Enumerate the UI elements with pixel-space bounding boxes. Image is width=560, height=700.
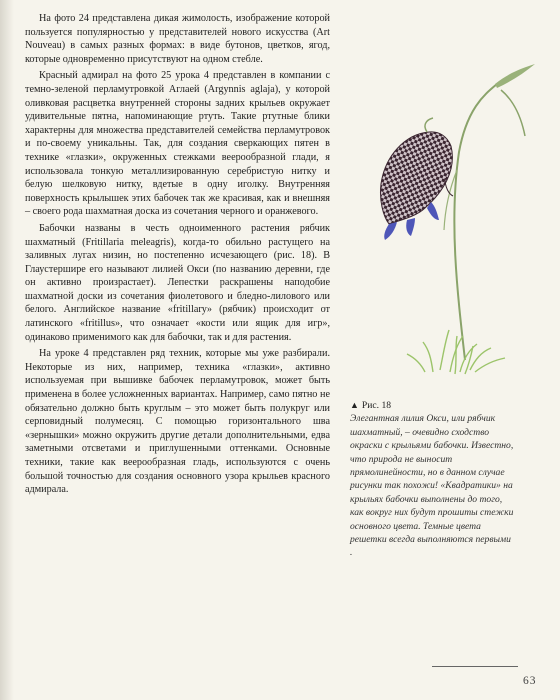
- paragraph-1: На фото 24 представлена дикая жимолость, изображение которой пользуется популярностью у представителей нового искусства (Art Nouveau) в самых разных формах: в виде бутонов, цветков, ягод, которые одновременно присутствуют на одном стебле.: [25, 13, 330, 65]
- leaf-tendril: [501, 90, 525, 136]
- paragraph-4: На уроке 4 представлен ряд техник, которые мы уже разбирали. Некоторые из них, например, техника «глазки», активно используемая при вышивке бабочек перламутровок, может быть применена в более усложненных вариантах. Например, само пятно не обязательно должно быть круглым – это может быть полукруг или серповидный полумесяц. С помощью горизонтального шва «зернышки» можно окружить другие детали дополнительными, едва заметными отсветами и приглушенными оттенками. Основные техники, такие как веерообразная гладь, используются с очень большой точностью для создания основного узора крыльев красного адмирала.: [25, 348, 330, 496]
- figure-caption: [350, 399, 515, 560]
- grass-tuft: [407, 330, 505, 374]
- footer-rule: [432, 666, 518, 667]
- fritillary-illustration: [345, 60, 550, 390]
- page-gutter-shadow: [0, 0, 14, 700]
- leaf: [495, 64, 535, 88]
- body-text-column: [25, 12, 330, 500]
- flower-head: [380, 118, 453, 240]
- stem: [454, 84, 497, 360]
- figure-label-row: [350, 399, 515, 412]
- triangle-icon: ▲: [350, 400, 359, 410]
- figure-label: Рис. 18: [361, 400, 392, 411]
- paragraph-3: Бабочки названы в честь одноименного растения рябчик шахматный (Fritillaria meleagris), когда-то обильно растущего на заливных лугах низин, но постепенно исчезающего (рис. 18). В Глаустершире его называют лилией Окси (по названию деревни, где он активно произрастает). Лепестки раскрашены наподобие шахматной доски из сочетания фиолетового и бледно-лилового или белого. Английское название «fritillary» (рябчик) происходит от латинского «fritillus», что означает «кости или ящик для игр», одинаково применимого как для бабочки, так и для растения.: [25, 222, 330, 343]
- page-number: 63: [523, 675, 537, 687]
- paragraph-2: Красный адмирал на фото 25 урока 4 представлен в компании с темно-зеленой перламутровкой Аглаей (Argynnis aglaja), у которой оливковая расцветка внутренней стороны задних крыльев окружает удивительные пятна, напоминающие ртуть. Такие ртутные блики характерны для множества представителей семейства перламутровок и по-своему уникальны. Так, для создания сверкающих пятен в технике «глазки», окруженных стежками веерообразной глади, я использовала тонкую металлизированную серебристую нитку и белую шелковую нитку, вдетые в одну иголку. Внутренняя поверхность крылышек этих бабочек так же красивая, как и внешняя – своего рода шахматная доска из сочетания черного и оранжевого.: [25, 70, 330, 218]
- caption-text: Элегантная лилия Окси, или рябчик шахматный, – очевидно сходство окраски с крыльями бабочки. Известно, что природа не выносит прямолинейности, но в данном случае рисунки так похожи! «Квадратики» на крыльях бабочки выполнены до того, как вокруг них будут прошиты стежки основного цвета. Темные цвета решетки всегда выполняются первыми .: [350, 413, 514, 559]
